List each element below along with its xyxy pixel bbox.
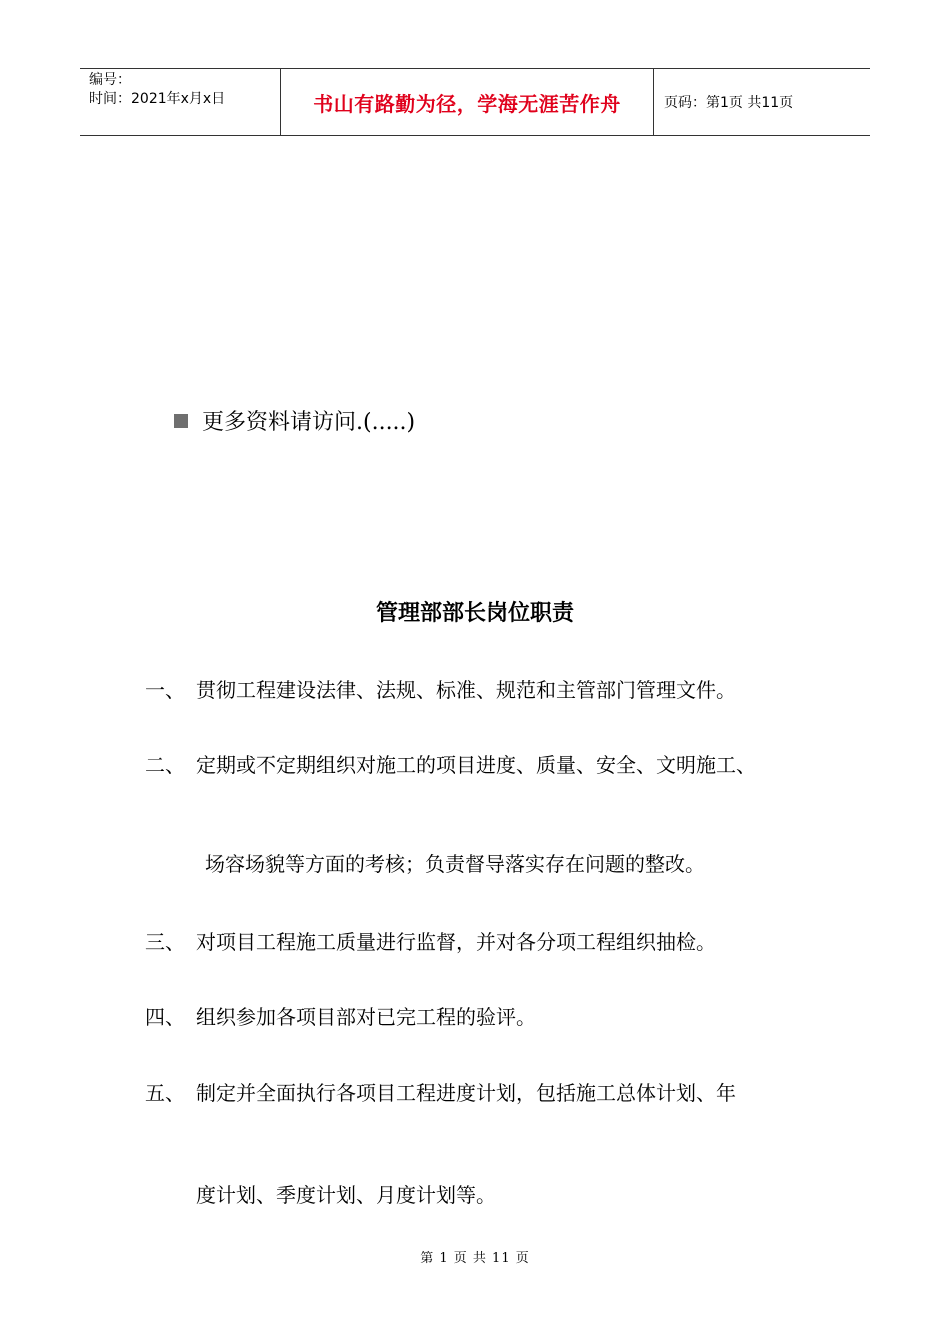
square-bullet-icon	[174, 414, 188, 428]
page-footer: 第 1 页 共 11 页	[420, 1251, 530, 1266]
header-page-cell	[654, 69, 870, 135]
header-motto-cell	[281, 69, 654, 135]
more-info-line	[174, 405, 415, 436]
document-time-label: 时间：2021年x月x日	[89, 91, 226, 107]
header-motto: 书山有路勤为径，学海无涯苦作舟	[313, 91, 621, 116]
list-item-number: 三、	[145, 930, 185, 954]
document-number-label: 编号：	[89, 72, 131, 88]
list-item-text: 组织参加各项目部对已完工程的验评。	[196, 1005, 536, 1029]
list-item-number: 四、	[145, 1005, 185, 1029]
list-item-text: 对项目工程施工质量进行监督，并对各分项工程组织抽检。	[196, 930, 716, 954]
list-item-continuation: 度计划、季度计划、月度计划等。	[196, 1183, 496, 1207]
document-title: 管理部部长岗位职责	[375, 601, 574, 626]
list-item-text: 贯彻工程建设法律、法规、标准、规范和主管部门管理文件。	[196, 678, 736, 702]
header-page-info: 页码：第1页 共11页	[664, 95, 794, 111]
list-item-text: 定期或不定期组织对施工的项目进度、质量、安全、文明施工、	[196, 753, 756, 777]
header-meta-cell	[80, 69, 281, 135]
more-info-text: 更多资料请访问.(.....)	[202, 410, 416, 435]
list-item-number: 一、	[145, 678, 185, 702]
list-item-text: 制定并全面执行各项目工程进度计划，包括施工总体计划、年	[196, 1081, 736, 1105]
list-item-number: 二、	[145, 753, 185, 777]
list-item-number: 五、	[145, 1081, 185, 1105]
list-item-continuation: 场容场貌等方面的考核；负责督导落实存在问题的整改。	[205, 852, 705, 876]
page-header	[80, 68, 870, 136]
